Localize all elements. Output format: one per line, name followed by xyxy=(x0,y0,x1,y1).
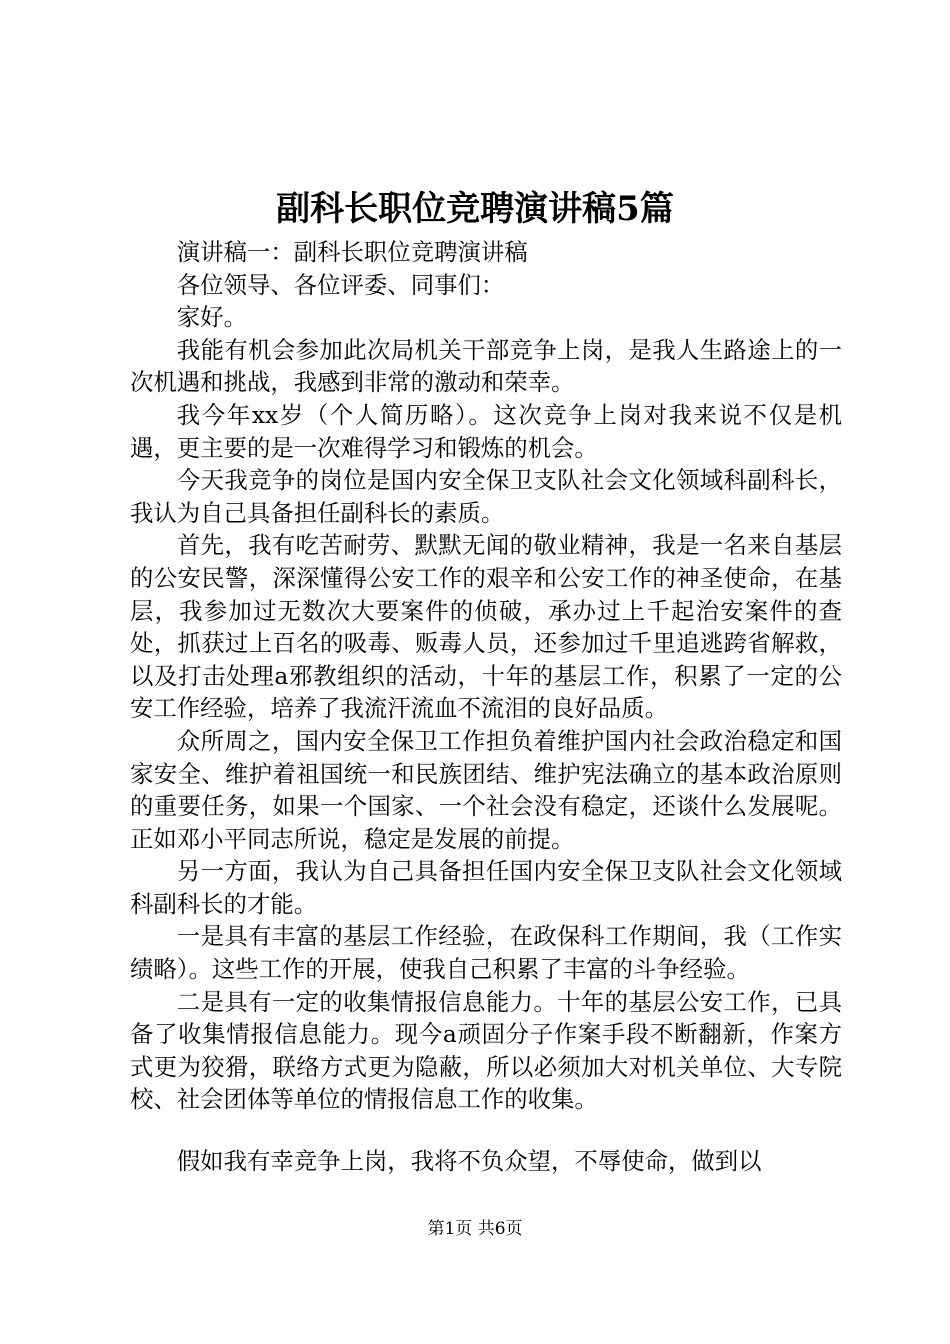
paragraph-6: 今天我竞争的岗位是国内安全保卫支队社会文化领域科副科长，我认为自己具备担任副科长的素质。 xyxy=(130,466,842,527)
paragraph-5: 我今年xx岁（个人简历略）。这次竞争上岗对我来说不仅是机遇，更主要的是一次难得学习和锻炼的机会。 xyxy=(130,400,842,462)
paragraph-7: 首先，我有吃苦耐劳、默默无闻的敬业精神，我是一名来自基层的公安民警，深深懂得公安工作的艰辛和公安工作的神圣使命，在基层，我参加过无数次大要案件的侦破，承办过上千起治安案件的查处，抓获过上百名的吸毒、贩毒人员，还参加过千里追逃跨省解救，以及打击处理a邪教组织的活动，十年的基层工作，积累了一定的公安工作经验，培养了我流汗流血不流泪的良好品质。 xyxy=(130,531,842,723)
document-body xyxy=(130,236,842,1178)
paragraph-8: 众所周之，国内安全保卫工作担负着维护国内社会政治稳定和国家安全、维护着祖国统一和民族团结、维护宪法确立的基本政治原则的重要任务，如果一个国家、一个社会没有稳定，还谈什么发展呢。正如邓小平同志所说，稳定是发展的前提。 xyxy=(130,726,842,853)
paragraph-1: 演讲稿一：副科长职位竞聘演讲稿 xyxy=(176,238,528,266)
paragraph-2: 各位领导、各位评委、同事们： xyxy=(176,270,505,299)
paragraph-10: 一是具有丰富的基层工作经验，在政保科工作期间，我（工作实绩略）。这些工作的开展，使我自己积累了丰富的斗争经验。 xyxy=(130,922,842,984)
document-title: 副科长职位竞聘演讲稿5篇 xyxy=(276,189,674,229)
page-footer: 第1页 共6页 xyxy=(427,1219,523,1239)
paragraph-3: 家好。 xyxy=(176,303,247,332)
paragraph-12: 假如我有幸竞争上岗，我将不负众望，不辱使命，做到以 xyxy=(176,1147,762,1176)
paragraph-11: 二是具有一定的收集情报信息能力。十年的基层公安工作，已具备了收集情报信息能力。现今a顽固分子作案手段不断翻新，作案方式更为狡猾，联络方式更为隐蔽，所以必须加大对机关单位、大专院校、社会团体等单位的情报信息工作的收集。 xyxy=(130,987,842,1114)
paragraph-9: 另一方面，我认为自己具备担任国内安全保卫支队社会文化领域科副科长的才能。 xyxy=(130,857,842,918)
paragraph-4: 我能有机会参加此次局机关干部竞争上岗，是我人生路途上的一次机遇和挑战，我感到非常的激动和荣幸。 xyxy=(130,335,842,397)
